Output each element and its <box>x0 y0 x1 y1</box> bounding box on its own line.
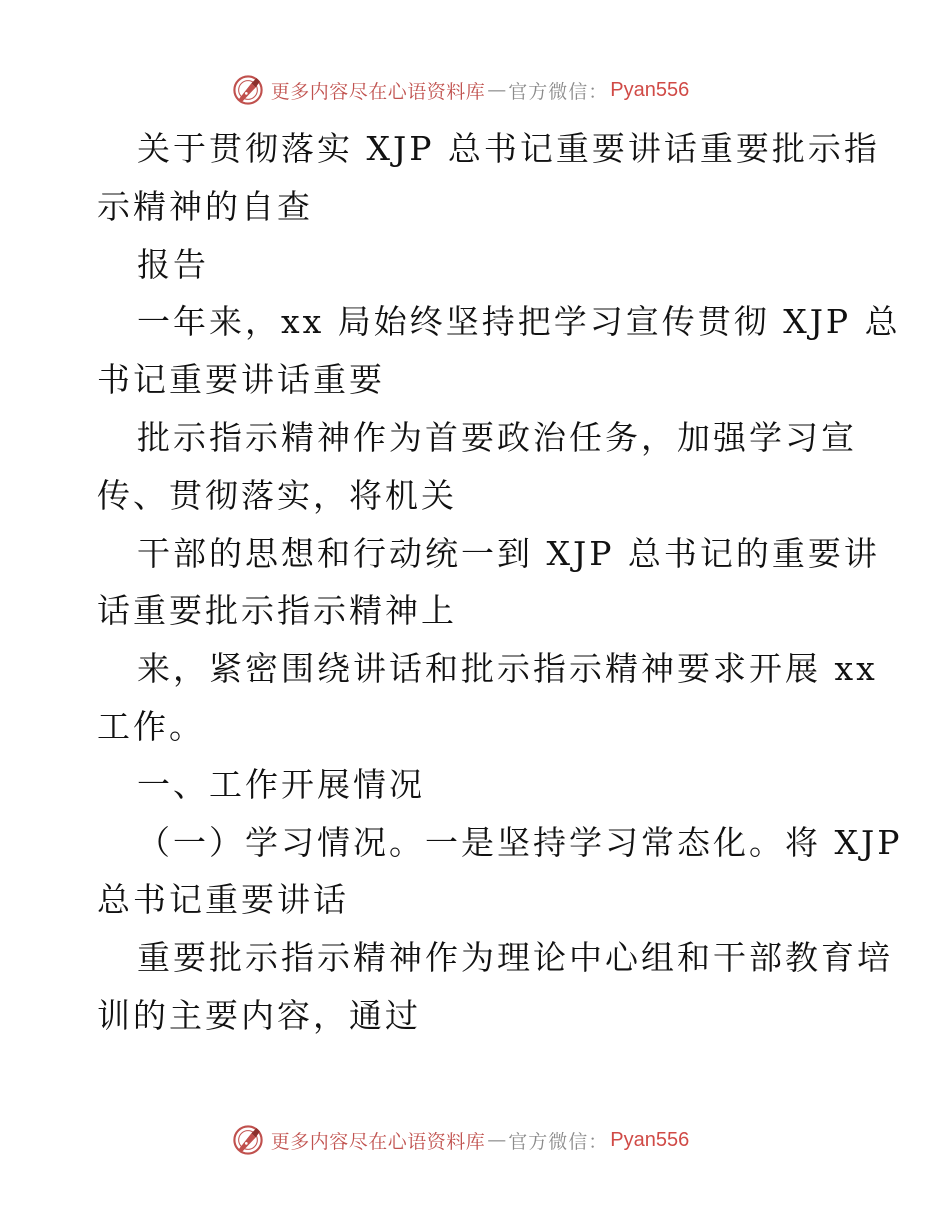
watermark-wechat-label: 官方微信： <box>508 1130 609 1153</box>
text-line: 总书记重要讲话 <box>97 880 349 920</box>
pen-nib-logo-icon <box>231 1123 265 1157</box>
pen-nib-logo-icon <box>231 73 265 107</box>
text-line: 书记重要讲话重要 <box>97 360 385 400</box>
text-line: 一年来，xx 局始终坚持把学习宣传贯彻 XJP 总 <box>137 302 901 342</box>
document-body <box>97 120 903 1045</box>
text-line: 关于贯彻落实 XJP 总书记重要讲话重要批示指 <box>137 129 880 168</box>
text-line: 工作。 <box>97 706 205 746</box>
footer-watermark <box>0 1120 950 1160</box>
text-line: 重要批示指示精神作为理论中心组和干部教育培 <box>137 938 893 978</box>
watermark-wechat-id: Pyan556 <box>610 1128 690 1151</box>
text-line: 传、贯彻落实，将机关 <box>97 475 457 515</box>
watermark-text: 更多内容尽在心语资料库 <box>270 80 486 103</box>
watermark-text: 更多内容尽在心语资料库 <box>270 1130 486 1153</box>
text-line: 训的主要内容，通过 <box>97 995 421 1035</box>
watermark-separator: — <box>487 79 507 101</box>
text-line: 话重要批示指示精神上 <box>97 591 457 631</box>
watermark-separator: — <box>487 1129 507 1151</box>
text-line: （一）学习情况。一是坚持学习常态化。将 XJP <box>137 822 903 862</box>
text-line: 示精神的自查 <box>97 186 313 226</box>
text-line: 报告 <box>137 244 209 284</box>
text-line: 批示指示精神作为首要政治任务，加强学习宣 <box>137 417 857 457</box>
text-line: 来，紧密围绕讲话和批示指示精神要求开展 xx <box>137 649 878 689</box>
text-line: 一、工作开展情况 <box>137 764 425 804</box>
watermark-wechat-id: Pyan556 <box>610 78 690 101</box>
text-line: 干部的思想和行动统一到 XJP 总书记的重要讲 <box>137 533 880 573</box>
watermark-wechat-label: 官方微信： <box>508 80 609 103</box>
header-watermark <box>0 70 950 110</box>
